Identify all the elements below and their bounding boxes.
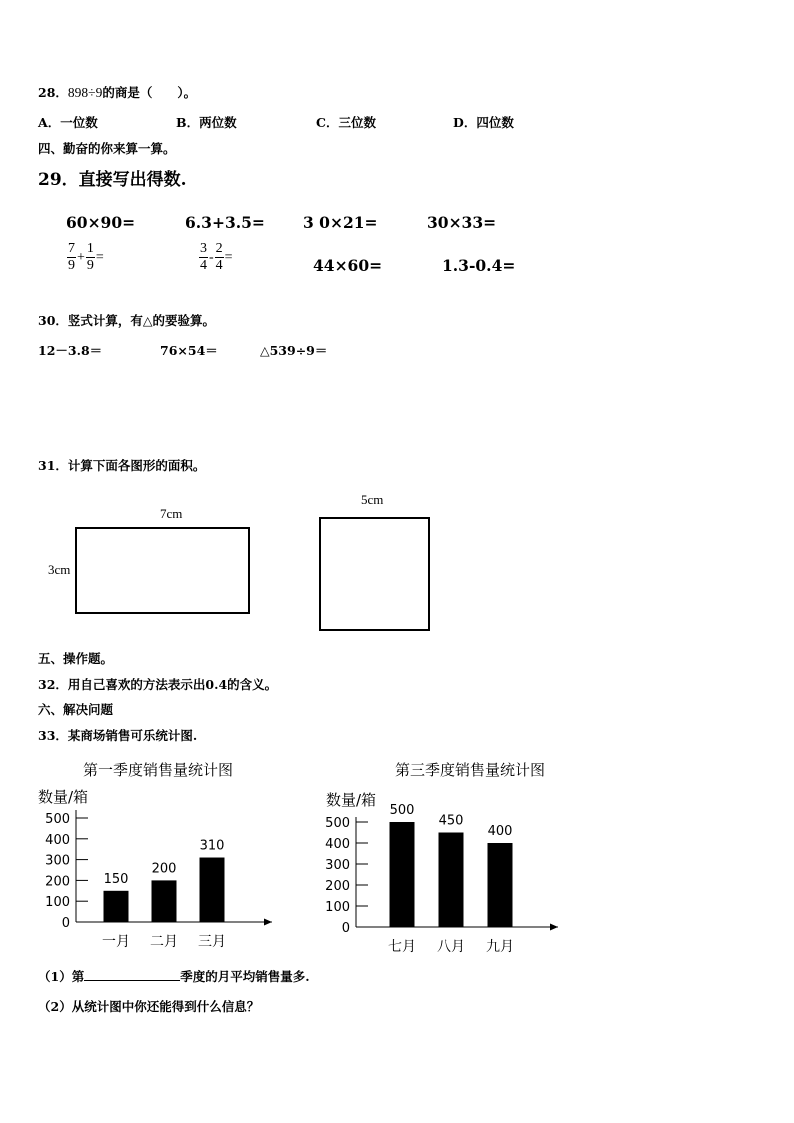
q3-sales-bar-chart [318,755,578,955]
bar-value-label: 400 [487,824,513,839]
y-tick-label: 0 [61,916,70,931]
calc-4: 30×33= [427,213,497,232]
q33-sub2: （2）从统计图中你还能得到什么信息？ [38,999,260,1014]
q28-option-d: D．四位数 [453,115,514,130]
q30-item-3: △539÷9＝ [260,343,328,358]
fraction-expression-2: 3 4 - $\frac{2}{4}$ = [200,241,233,273]
q28-option-c: C．三位数 [316,115,376,130]
bar-value-label: 200 [151,861,177,877]
y-tick-label: 200 [325,879,350,894]
y-tick-label: 200 [45,874,70,890]
q30-item-1: 12－3.8＝ [38,343,103,358]
q30-heading: 30．竖式计算，有△的要验算。 [38,313,216,328]
q30-item-2: 76×54＝ [160,343,218,358]
q28-option-a: A．一位数 [38,115,98,130]
bar-value-label: 310 [199,838,225,854]
y-tick-label: 300 [325,858,350,873]
square-side-label: 5cm [361,492,384,507]
calc-2: 6.3+3.5= [185,213,265,232]
bar-value-label: 150 [103,871,129,887]
y-tick-label: 100 [325,900,350,915]
fraction-3-4: 3 4 [200,241,207,273]
section-5-heading: 五、操作题。 [38,651,114,666]
bar [104,891,129,922]
calc-8: 1.3-0.4= [442,256,516,275]
y-tick-label: 500 [45,812,70,827]
q28-line [38,86,196,100]
q28-expression: 898÷9 [67,85,103,100]
bar [152,880,177,922]
category-label: 二月 [150,934,178,950]
y-axis-label: 数量/箱 [326,791,377,809]
bar [488,843,513,927]
fraction-2-4: $\frac{2}{4}$ [215,241,223,273]
rectangle-height-label: 3cm [48,562,71,577]
q28-option-b: B．两位数 [176,115,237,130]
bar-value-label: 500 [389,803,415,818]
bar [200,858,225,922]
x-axis-arrow [264,919,272,926]
q33-sub1 [38,969,310,984]
chart-title: 第三季度销售量统计图 [394,761,546,779]
q28-text: 的商是（ ）。 [102,85,197,100]
rectangle-shape [75,527,250,614]
category-label: 一月 [102,934,130,950]
fraction-7-9: 7 9 [68,241,75,273]
chart-title: 第一季度销售量统计图 [82,761,234,779]
fraction-1-9: $\frac{1}{9}$ [86,241,94,273]
fraction-expression-1: 7 9 + $\frac{1}{9}$ = [68,241,104,273]
y-axis-label: 数量/箱 [38,788,89,806]
y-tick-label: 400 [45,832,70,848]
square-shape [319,517,430,631]
bar [390,822,415,927]
section-4-heading: 四、勤奋的你来算一算。 [38,141,176,156]
category-label: 三月 [198,934,226,950]
y-tick-label: 100 [45,895,70,911]
x-axis-arrow [550,924,558,931]
y-tick-label: 300 [45,853,70,869]
calc-1: 60×90= [66,213,136,232]
rectangle-width-label: 7cm [160,506,183,521]
category-label: 七月 [388,939,416,955]
q28-number: 28． [38,85,68,100]
section-6-heading: 六、解决问题 [38,702,114,717]
bar [439,833,464,928]
y-tick-label: 500 [325,816,350,831]
q32-text: 32．用自己喜欢的方法表示出0.4的含义。 [38,677,278,692]
answer-blank[interactable] [84,969,180,981]
calc-7: 44×60= [313,256,383,275]
y-tick-label: 0 [341,921,350,936]
q33-sub1-suffix: 季度的月平均销售量多. [180,969,310,984]
q29-heading: 29．直接写出得数. [38,170,187,190]
bar-value-label: 450 [438,813,464,829]
category-label: 九月 [486,939,514,955]
y-tick-label: 400 [325,837,350,852]
q31-heading: 31．计算下面各图形的面积。 [38,458,206,473]
category-label: 八月 [437,939,465,955]
q33-sub1-prefix: （1）第 [38,969,85,984]
q33-heading: 33．某商场销售可乐统计图. [38,728,198,743]
calc-3: 3 0×21= [303,213,378,232]
q1-sales-bar-chart [30,755,290,955]
